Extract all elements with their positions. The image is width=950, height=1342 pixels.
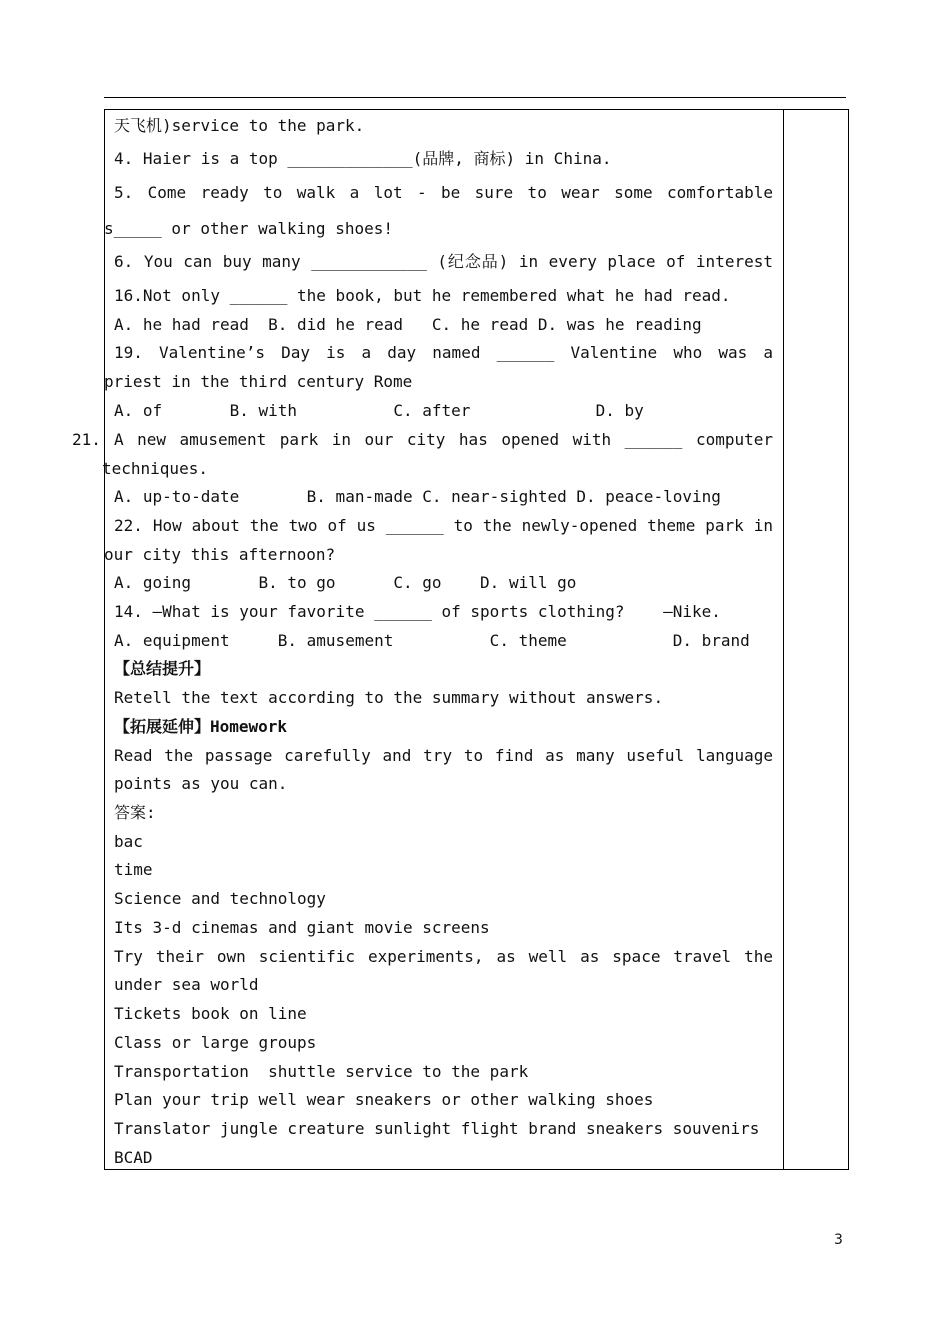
answer-line: Plan your trip well wear sneakers or other walking shoes	[114, 1090, 654, 1109]
text-line: Read the passage carefully and try to find as many useful language	[114, 746, 773, 765]
question-22: 22. How about the two of us ______ to the newly-opened theme park in	[114, 516, 773, 535]
text-line: priest in the third century Rome	[104, 372, 413, 391]
text-line: techniques.	[102, 459, 208, 478]
answer-line: BCAD	[114, 1148, 153, 1167]
section-heading-summary: 【总结提升】	[114, 659, 211, 678]
answer-line: Transportation shuttle service to the park	[114, 1062, 529, 1081]
question-6: 6. You can buy many ____________ (纪念品) in every place of interest	[114, 252, 773, 271]
answer-line: time	[114, 860, 153, 879]
column-divider	[783, 109, 784, 1170]
question-21: A new amusement park in our city has opened with ______ computer	[114, 430, 773, 449]
section-heading-homework: 【拓展延伸】Homework	[114, 717, 288, 736]
answer-line: Try their own scientific experiments, as well as space travel the	[114, 947, 773, 966]
answer-line: Translator jungle creature sunlight flight brand sneakers souvenirs	[114, 1119, 760, 1138]
header-rule	[104, 97, 846, 98]
question-16-options: A. he had read B. did he read C. he read D. was he reading	[114, 315, 702, 334]
text-line: s_____ or other walking shoes!	[104, 219, 393, 238]
question-21-number: 21.	[72, 430, 101, 449]
text-line: Retell the text according to the summary without answers.	[114, 688, 664, 707]
question-4: 4. Haier is a top _____________(品牌, 商标) in China.	[114, 149, 612, 168]
answer-line: bac	[114, 832, 143, 851]
question-19-options: A. of B. with C. after D. by	[114, 401, 644, 420]
answer-line: Class or large groups	[114, 1033, 317, 1052]
answer-line: Science and technology	[114, 889, 326, 908]
text-line: 天飞机)service to the park.	[114, 116, 365, 135]
answer-line: under sea world	[114, 975, 259, 994]
answer-line: Tickets book on line	[114, 1004, 307, 1023]
question-16: 16.Not only ______ the book, but he remembered what he had read.	[114, 286, 731, 305]
text-line: points as you can.	[114, 774, 288, 793]
text-line: our city this afternoon?	[104, 545, 336, 564]
question-14-options: A. equipment B. amusement C. theme D. brand	[114, 631, 750, 650]
answers-label: 答案:	[114, 803, 156, 822]
question-5: 5. Come ready to walk a lot - be sure to wear some comfortable	[114, 183, 773, 202]
answer-line: Its 3-d cinemas and giant movie screens	[114, 918, 490, 937]
question-21-options: A. up-to-date B. man-made C. near-sighted D. peace-loving	[114, 487, 721, 506]
question-22-options: A. going B. to go C. go D. will go	[114, 573, 577, 592]
page-number: 3	[834, 1232, 843, 1248]
question-19: 19. Valentine’s Day is a day named ______ Valentine who was a	[114, 343, 773, 362]
question-14: 14. —What is your favorite ______ of sports clothing? —Nike.	[114, 602, 721, 621]
